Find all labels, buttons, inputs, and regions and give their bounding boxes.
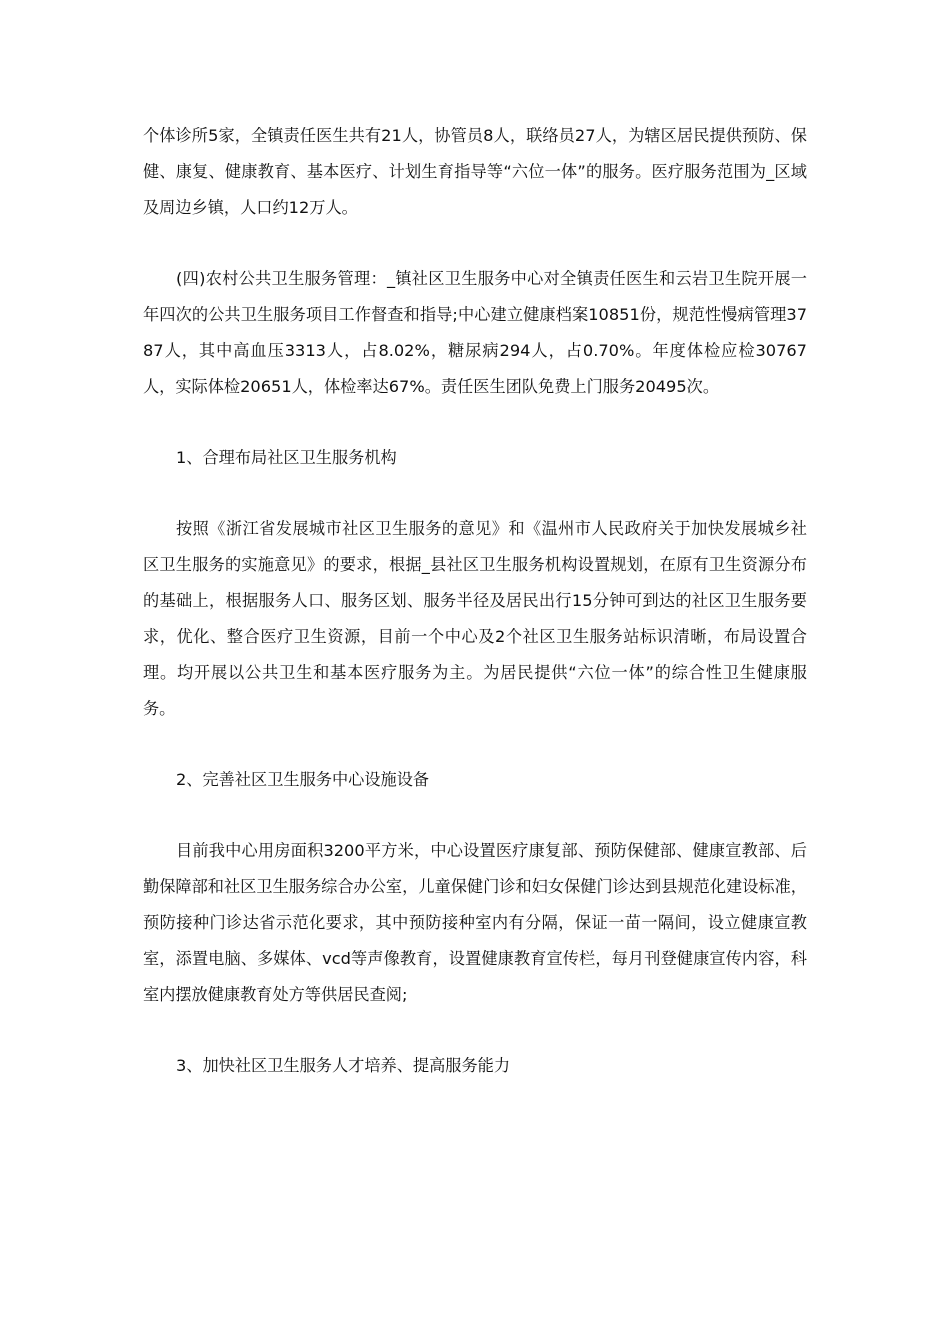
- paragraph-spacer: [143, 476, 807, 511]
- paragraph-spacer: [143, 727, 807, 762]
- document-page: [143, 118, 807, 1084]
- section-heading-2: 2、完善社区卫生服务中心设施设备: [176, 770, 430, 789]
- section-heading-1: 1、合理布局社区卫生服务机构: [176, 448, 397, 467]
- paragraph-facilities: 目前我中心用房面积3200平方米，中心设置医疗康复部、预防保健部、健康宣教部、后勤保障部和社区卫生服务综合办公室，儿童保健门诊和妇女保健门诊达到县规范化建设标准，预防接种门诊达省示范化要求，其中预防接种室内有分隔，保证一苗一隔间，设立健康宣教室，添置电脑、多媒体、vcd等声像教育，设置健康教育宣传栏，每月刊登健康宣传内容，科室内摆放健康教育处方等供居民查阅;: [143, 841, 807, 1004]
- section-heading-3: 3、加快社区卫生服务人才培养、提高服务能力: [176, 1056, 511, 1075]
- paragraph-spacer: [143, 798, 807, 833]
- paragraph-layout-institutions: 按照《浙江省发展城市社区卫生服务的意见》和《温州市人民政府关于加快发展城乡社区卫生服务的实施意见》的要求，根据_县社区卫生服务机构设置规划，在原有卫生资源分布的基础上，根据服务人口、服务区划、服务半径及居民出行15分钟可到达的社区卫生服务要求，优化、整合医疗卫生资源，目前一个中心及2个社区卫生服务站标识清晰，布局设置合理。均开展以公共卫生和基本医疗服务为主。为居民提供“六位一体”的综合性卫生健康服务。: [143, 519, 807, 718]
- paragraph-staff-overview: 个体诊所5家，全镇责任医生共有21人，协管员8人，联络员27人，为辖区居民提供预防、保健、康复、健康教育、基本医疗、计划生育指导等“六位一体”的服务。医疗服务范围为_区域及周边乡镇，人口约12万人。: [143, 126, 807, 217]
- paragraph-spacer: [143, 226, 807, 261]
- paragraph-spacer: [143, 405, 807, 440]
- paragraph-rural-public-health: (四)农村公共卫生服务管理：_镇社区卫生服务中心对全镇责任医生和云岩卫生院开展一年四次的公共卫生服务项目工作督查和指导;中心建立健康档案10851份，规范性慢病管理3787人，其中高血压3313人，占8.02%，糖尿病294人，占0.70%。年度体检应检30767人，实际体检20651人，体检率达67%。责任医生团队免费上门服务20495次。: [143, 269, 807, 396]
- paragraph-spacer: [143, 1013, 807, 1048]
